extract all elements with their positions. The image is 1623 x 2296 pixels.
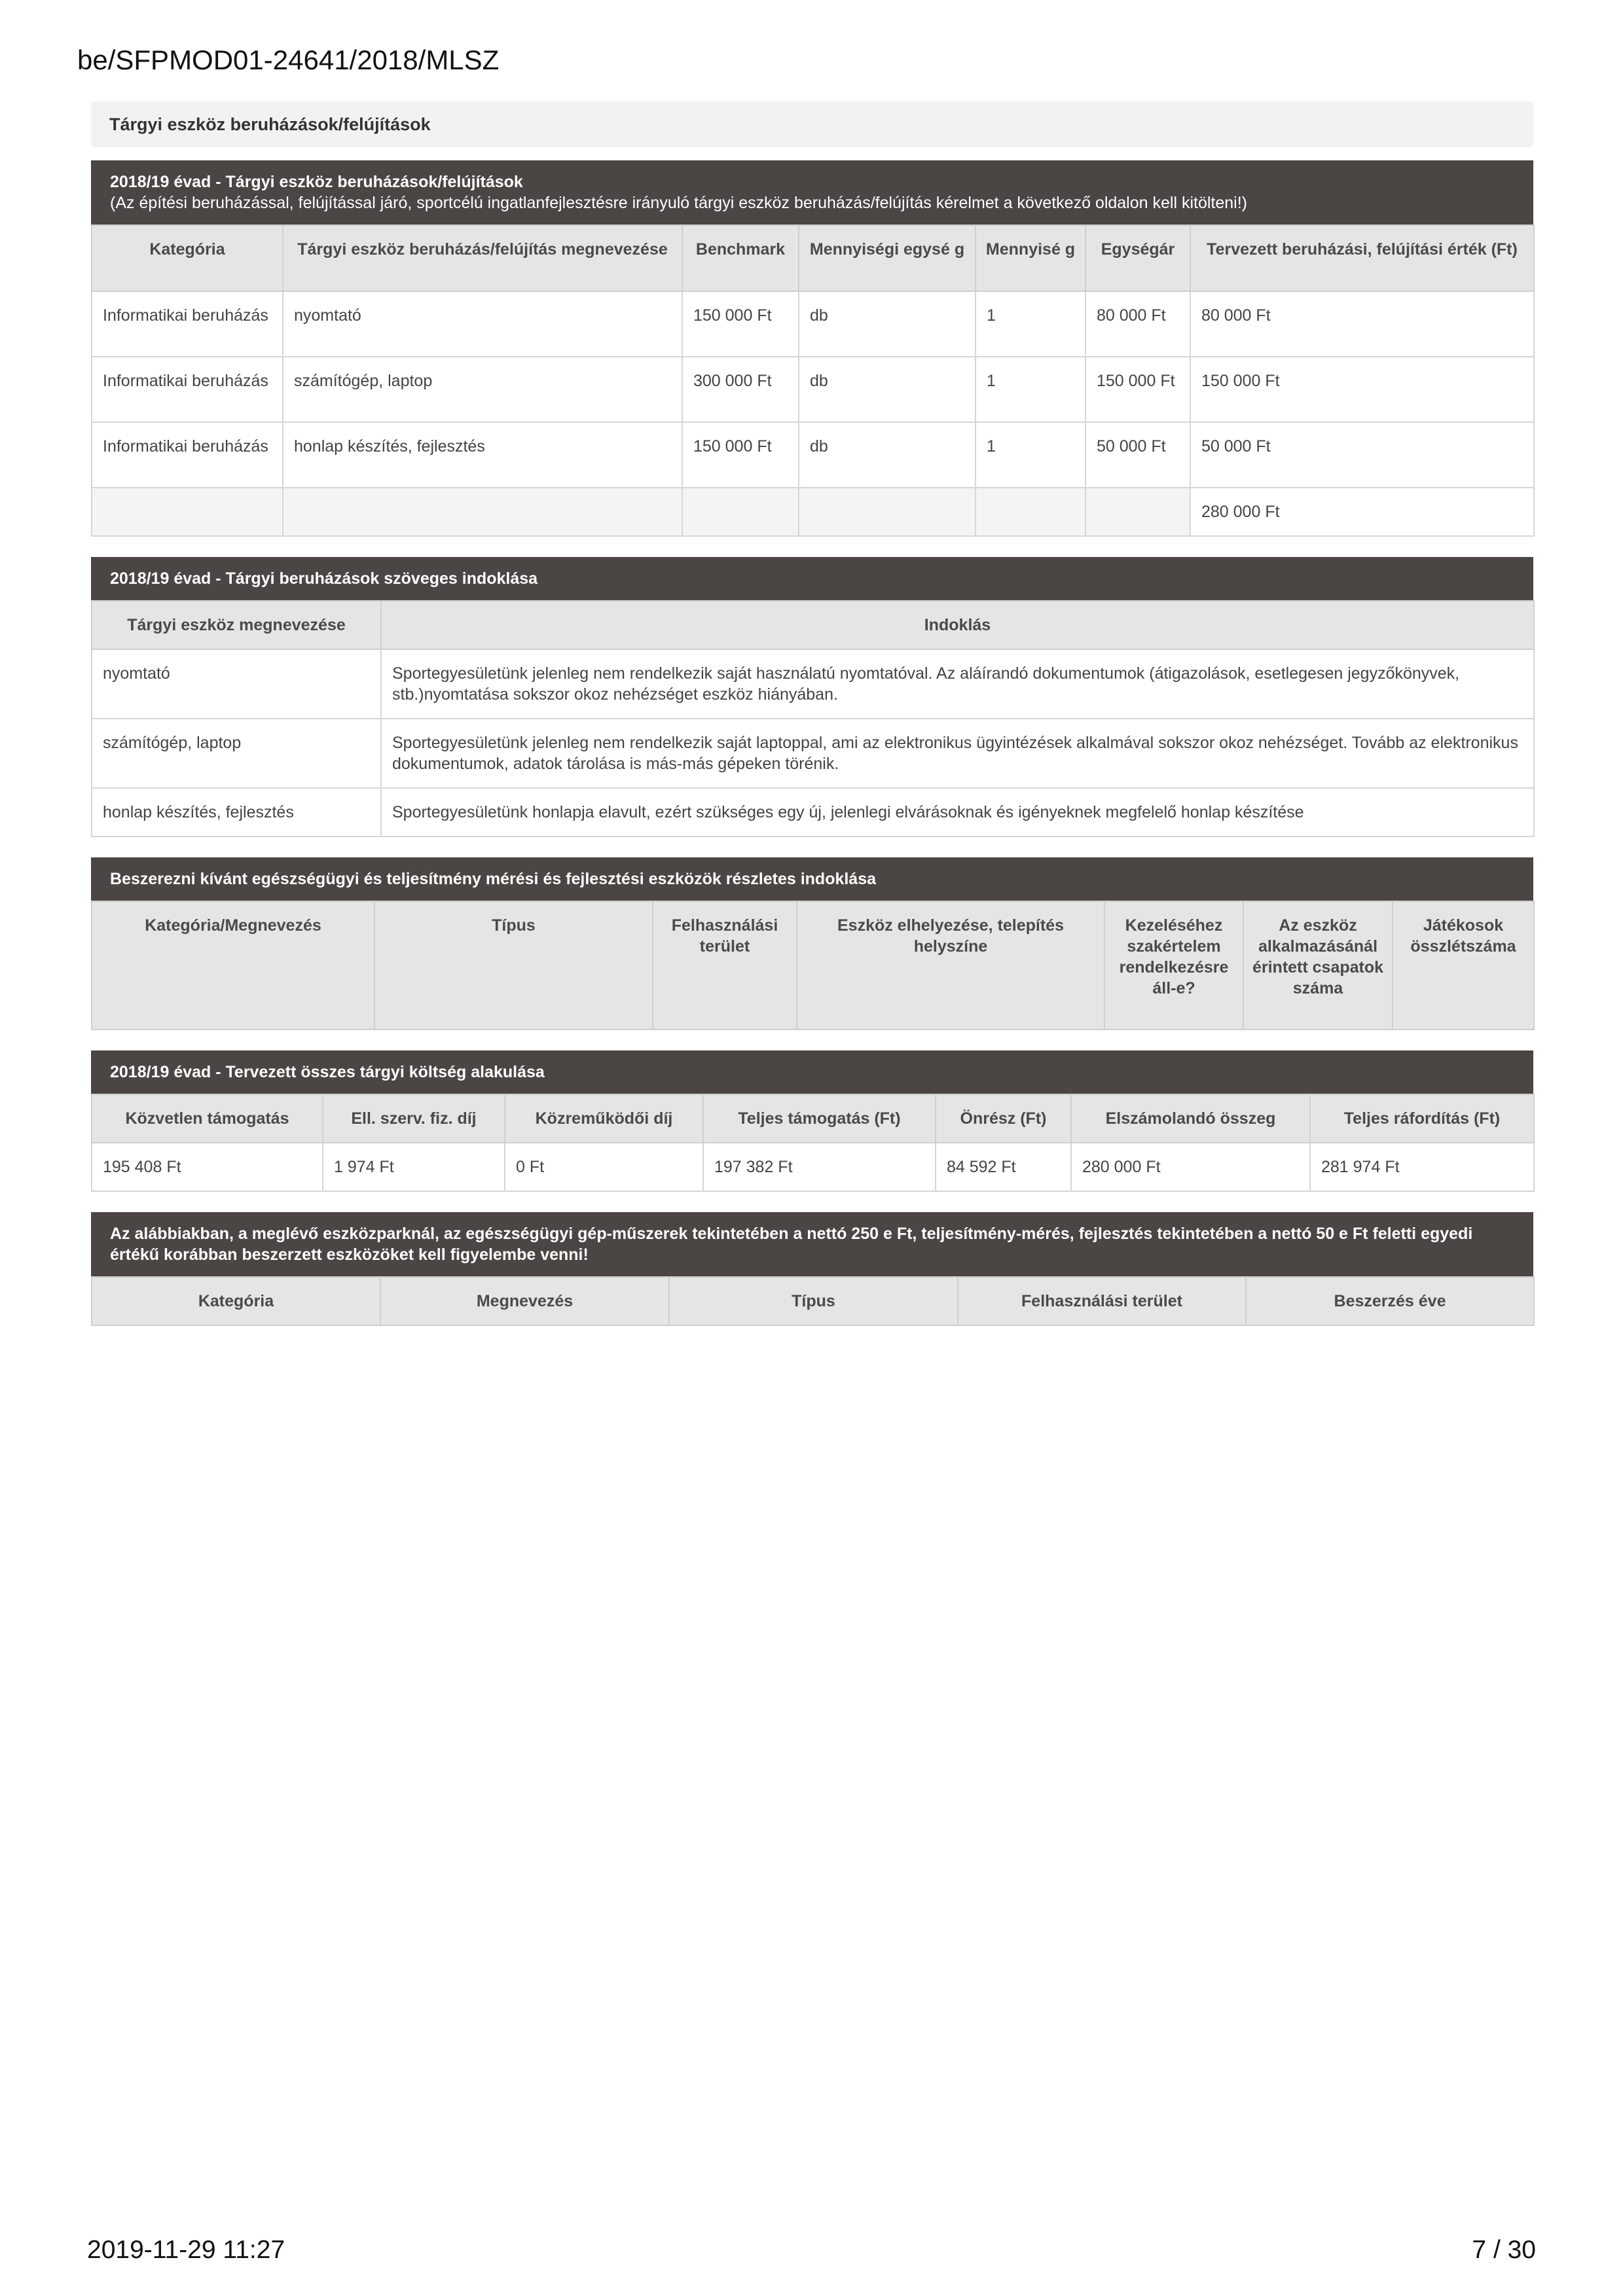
column-header: Felhasználási terület	[653, 901, 797, 1030]
column-header: Mennyisé g	[976, 225, 1085, 291]
table-header-row	[92, 225, 1534, 291]
empty-cell	[799, 488, 976, 536]
costs-title: 2018/19 évad - Tervezett összes tárgyi költség alakulása	[91, 1050, 1533, 1094]
costs-section	[91, 1050, 1533, 1192]
table-header-row	[92, 1094, 1534, 1143]
justification-title: 2018/19 évad - Tárgyi beruházások szöveges indoklása	[91, 557, 1533, 600]
table-cell: Sportegyesületünk honlapja elavult, ezért szükséges egy új, jelenlegi elvárásoknak és igényeknek megfelelő honlap készítése	[381, 788, 1534, 836]
table-cell: 150 000 Ft	[682, 291, 799, 357]
existing-assets-section	[91, 1212, 1533, 1326]
table-cell: 150 000 Ft	[682, 422, 799, 488]
table-row	[92, 788, 1534, 836]
justification-section	[91, 557, 1533, 837]
table-cell: db	[799, 357, 976, 422]
investments-subtitle: (Az építési beruházással, felújítással járó, sportcélú ingatlanfejlesztésre irányuló tárgyi eszköz beruházás/felújítás kérelmet a következő oldalon kell kitölteni!)	[110, 194, 1247, 212]
table-row	[92, 649, 1534, 719]
table-cell: 150 000 Ft	[1190, 357, 1534, 422]
table-cell: Informatikai beruházás	[92, 291, 283, 357]
document-id: be/SFPMOD01-24641/2018/MLSZ	[77, 45, 500, 75]
table-cell: 50 000 Ft	[1085, 422, 1190, 488]
table-cell: 195 408 Ft	[92, 1143, 323, 1191]
empty-cell	[976, 488, 1085, 536]
column-header: Teljes támogatás (Ft)	[703, 1094, 936, 1143]
column-header: Beszerzés éve	[1246, 1277, 1534, 1325]
table-cell: Informatikai beruházás	[92, 422, 283, 488]
table-cell: Sportegyesületünk jelenleg nem rendelkezik saját használatú nyomtatóval. Az aláírandó dokumentumok (átigazolások, esetlegesen jegyzőkönyvek, stb.)nyomtatása sokszor okoz nehézséget eszköz hiányában.	[381, 649, 1534, 719]
column-header: Az eszköz alkalmazásánál érintett csapatok száma	[1243, 901, 1393, 1030]
table-cell: nyomtató	[92, 649, 381, 719]
empty-cell	[283, 488, 682, 536]
column-header: Teljes ráfordítás (Ft)	[1310, 1094, 1534, 1143]
column-header: Kategória	[92, 225, 283, 291]
table-cell: 80 000 Ft	[1190, 291, 1534, 357]
table-cell: 197 382 Ft	[703, 1143, 936, 1191]
table-cell: honlap készítés, fejlesztés	[283, 422, 682, 488]
column-header: Önrész (Ft)	[936, 1094, 1071, 1143]
column-header: Ell. szerv. fiz. díj	[323, 1094, 505, 1143]
table-cell: 84 592 Ft	[936, 1143, 1071, 1191]
table-row	[92, 1143, 1534, 1191]
table-cell: 1	[976, 357, 1085, 422]
column-header: Kategória	[92, 1277, 380, 1325]
column-header: Tervezett beruházási, felújítási érték (Ft)	[1190, 225, 1534, 291]
column-header: Tárgyi eszköz megnevezése	[92, 601, 381, 649]
page-title: Tárgyi eszköz beruházások/felújítások	[91, 101, 1533, 147]
table-cell: db	[799, 291, 976, 357]
investments-table	[91, 224, 1535, 537]
health-equipment-section	[91, 857, 1533, 1030]
column-header: Mennyiségi egysé g	[799, 225, 976, 291]
table-cell: Informatikai beruházás	[92, 357, 283, 422]
table-cell: 0 Ft	[505, 1143, 703, 1191]
investments-title: 2018/19 évad - Tárgyi eszköz beruházások/felújítások	[110, 173, 523, 191]
column-header: Elszámolandó összeg	[1071, 1094, 1310, 1143]
table-cell: 50 000 Ft	[1190, 422, 1534, 488]
table-row	[92, 422, 1534, 488]
footer-date: 2019-11-29 11:27	[87, 2236, 285, 2264]
table-cell: 1	[976, 291, 1085, 357]
column-header: Típus	[669, 1277, 958, 1325]
costs-table	[91, 1094, 1535, 1192]
existing-assets-title: Az alábbiakban, a meglévő eszközparknál, az egészségügyi gép-műszerek tekintetében a nettó 250 e Ft, teljesítmény-mérés, fejlesztés tekintetében a nettó 50 e Ft feletti egyedi értékű korábban beszerzett eszközöket kell figyelembe venni!	[91, 1212, 1533, 1276]
main-content	[91, 101, 1533, 1346]
column-header: Egységár	[1085, 225, 1190, 291]
table-cell: számítógép, laptop	[92, 719, 381, 788]
investments-section	[91, 160, 1533, 537]
table-cell: 280 000 Ft	[1071, 1143, 1310, 1191]
column-header: Felhasználási terület	[958, 1277, 1246, 1325]
table-header-row	[92, 901, 1534, 1030]
column-header: Benchmark	[682, 225, 799, 291]
justification-table	[91, 600, 1535, 837]
total-row	[92, 488, 1534, 536]
table-cell: 300 000 Ft	[682, 357, 799, 422]
existing-assets-table	[91, 1276, 1535, 1326]
table-row	[92, 357, 1534, 422]
column-header: Indoklás	[381, 601, 1534, 649]
health-equipment-title: Beszerezni kívánt egészségügyi és teljesítmény mérési és fejlesztési eszközök részletes indoklása	[91, 857, 1533, 901]
table-header-row	[92, 1277, 1534, 1325]
table-cell: honlap készítés, fejlesztés	[92, 788, 381, 836]
table-cell: 150 000 Ft	[1085, 357, 1190, 422]
investments-header	[91, 160, 1533, 224]
empty-cell	[92, 488, 283, 536]
table-header-row	[92, 601, 1534, 649]
table-row	[92, 291, 1534, 357]
column-header: Típus	[374, 901, 653, 1030]
table-cell: db	[799, 422, 976, 488]
empty-cell	[682, 488, 799, 536]
column-header: Közreműködői díj	[505, 1094, 703, 1143]
total-value: 280 000 Ft	[1190, 488, 1534, 536]
table-cell: 1 974 Ft	[323, 1143, 505, 1191]
column-header: Kategória/Megnevezés	[92, 901, 374, 1030]
table-cell: 1	[976, 422, 1085, 488]
column-header: Közvetlen támogatás	[92, 1094, 323, 1143]
table-cell: számítógép, laptop	[283, 357, 682, 422]
health-equipment-table	[91, 901, 1535, 1030]
column-header: Kezeléséhez szakértelem rendelkezésre áll-e?	[1104, 901, 1243, 1030]
page-number: 7 / 30	[1472, 2236, 1536, 2264]
column-header: Játékosok összlétszáma	[1393, 901, 1534, 1030]
column-header: Tárgyi eszköz beruházás/felújítás megnevezése	[283, 225, 682, 291]
table-cell: Sportegyesületünk jelenleg nem rendelkezik saját laptoppal, ami az elektronikus ügyintézések alkalmával sokszor okoz nehézséget. Tovább az elektronikus dokumentumok, adatok tárolása is más-más gépeken törénik.	[381, 719, 1534, 788]
table-row	[92, 719, 1534, 788]
empty-cell	[1085, 488, 1190, 536]
table-cell: 80 000 Ft	[1085, 291, 1190, 357]
column-header: Megnevezés	[380, 1277, 669, 1325]
column-header: Eszköz elhelyezése, telepítés helyszíne	[797, 901, 1104, 1030]
table-cell: 281 974 Ft	[1310, 1143, 1534, 1191]
table-cell: nyomtató	[283, 291, 682, 357]
